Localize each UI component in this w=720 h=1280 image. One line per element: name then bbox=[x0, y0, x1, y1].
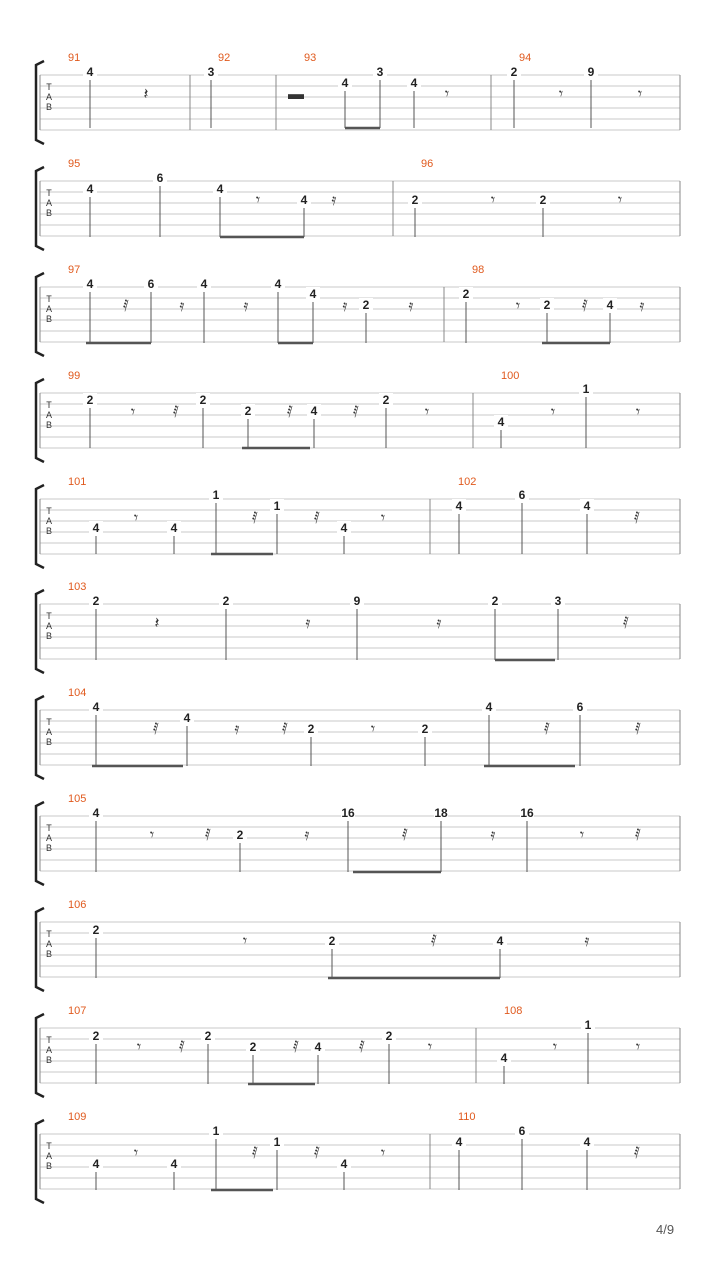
fret-number: 4 bbox=[341, 76, 349, 90]
rest-symbol: 𝅀 bbox=[293, 1039, 299, 1056]
fret-number: 2 bbox=[204, 1029, 212, 1043]
rest-symbol: 𝄿 bbox=[639, 298, 645, 315]
fret-number: 4 bbox=[92, 521, 100, 535]
fret-number: 6 bbox=[147, 277, 155, 291]
measure-number: 106 bbox=[68, 899, 87, 911]
tab-clef-letter: B bbox=[45, 949, 53, 959]
rest-symbol: 𝅀 bbox=[402, 827, 408, 844]
fret-number: 2 bbox=[543, 298, 551, 312]
tab-clef-letter: A bbox=[45, 410, 53, 420]
fret-number: 4 bbox=[410, 76, 418, 90]
fret-number: 2 bbox=[236, 828, 244, 842]
fret-number: 4 bbox=[86, 277, 94, 291]
fret-number: 4 bbox=[583, 1135, 591, 1149]
rest-symbol: 𝄾 bbox=[380, 1145, 386, 1162]
fret-number: 4 bbox=[170, 521, 178, 535]
fret-number: 2 bbox=[222, 594, 230, 608]
tab-clef-letter: B bbox=[45, 1161, 53, 1171]
fret-number: 4 bbox=[497, 415, 505, 429]
fret-number: 6 bbox=[518, 488, 526, 502]
rest-symbol: 𝄽 bbox=[154, 615, 160, 632]
measure-number: 108 bbox=[504, 1005, 523, 1017]
fret-number: 4 bbox=[86, 182, 94, 196]
rest-symbol: 𝅀 bbox=[359, 1039, 365, 1056]
rest-symbol: 𝄾 bbox=[370, 721, 376, 738]
tab-clef-letter: T bbox=[46, 188, 52, 198]
rest-symbol: 𝄿 bbox=[408, 298, 414, 315]
tab-clef-letter: A bbox=[45, 516, 53, 526]
rest-symbol: 𝄿 bbox=[234, 721, 240, 738]
rest-symbol: 𝄾 bbox=[130, 404, 136, 421]
fret-number: 4 bbox=[583, 499, 591, 513]
fret-number: 4 bbox=[340, 1157, 348, 1171]
rest-symbol: 𝄾 bbox=[558, 86, 564, 103]
rest-symbol: 𝅀 bbox=[179, 1039, 185, 1056]
rest-symbol: 𝄿 bbox=[436, 615, 442, 632]
tab-clef-letter: T bbox=[46, 294, 52, 304]
fret-number: 16 bbox=[341, 806, 355, 820]
tab-clef-letter: B bbox=[45, 631, 53, 641]
fret-number: 1 bbox=[212, 488, 220, 502]
measure-number: 91 bbox=[68, 52, 81, 64]
tab-clef-letter: A bbox=[45, 304, 53, 314]
fret-number: 4 bbox=[309, 287, 317, 301]
tab-clef-letter: A bbox=[45, 621, 53, 631]
measure-number: 97 bbox=[68, 264, 81, 276]
rest-symbol: 𝄾 bbox=[579, 827, 585, 844]
rest-symbol: 𝄿 bbox=[179, 298, 185, 315]
tab-clef-letter: B bbox=[45, 102, 53, 112]
fret-number: 1 bbox=[273, 499, 281, 513]
fret-number: 2 bbox=[249, 1040, 257, 1054]
rest-symbol: 𝅀 bbox=[635, 827, 641, 844]
rest-symbol: 𝄿 bbox=[490, 827, 496, 844]
fret-number: 1 bbox=[273, 1135, 281, 1149]
fret-number: 1 bbox=[212, 1124, 220, 1138]
fret-number: 2 bbox=[462, 287, 470, 301]
fret-number: 6 bbox=[518, 1124, 526, 1138]
fret-number: 4 bbox=[485, 700, 493, 714]
rest-symbol: 𝄾 bbox=[552, 1039, 558, 1056]
tab-clef-letter: A bbox=[45, 939, 53, 949]
fret-number: 4 bbox=[274, 277, 282, 291]
tab-clef-letter: B bbox=[45, 737, 53, 747]
fret-number: 2 bbox=[86, 393, 94, 407]
rest-symbol: 𝄾 bbox=[242, 933, 248, 950]
rest-symbol: 𝄾 bbox=[133, 1145, 139, 1162]
measure-number: 92 bbox=[218, 52, 231, 64]
rest-symbol: 𝅀 bbox=[582, 298, 588, 315]
fret-number: 2 bbox=[328, 934, 336, 948]
tab-clef-letter: A bbox=[45, 92, 53, 102]
fret-number: 1 bbox=[582, 382, 590, 396]
measure-number: 101 bbox=[68, 476, 87, 488]
rest-symbol: 𝄾 bbox=[424, 404, 430, 421]
fret-number: 4 bbox=[496, 934, 504, 948]
fret-number: 4 bbox=[606, 298, 614, 312]
tab-clef-letter: B bbox=[45, 843, 53, 853]
rest-symbol: 𝄾 bbox=[133, 510, 139, 527]
fret-number: 4 bbox=[300, 193, 308, 207]
fret-number: 4 bbox=[170, 1157, 178, 1171]
tab-clef-letter: T bbox=[46, 717, 52, 727]
fret-number: 4 bbox=[92, 700, 100, 714]
fret-number: 2 bbox=[307, 722, 315, 736]
fret-number: 16 bbox=[520, 806, 534, 820]
rest-symbol: 𝅀 bbox=[282, 721, 288, 738]
rest-symbol: 𝅀 bbox=[431, 933, 437, 950]
fret-number: 3 bbox=[207, 65, 215, 79]
rest-symbol: 𝄿 bbox=[243, 298, 249, 315]
fret-number: 4 bbox=[183, 711, 191, 725]
rest-symbol: 𝅀 bbox=[314, 1145, 320, 1162]
rest-symbol: ▬ bbox=[288, 86, 304, 103]
measure-number: 110 bbox=[458, 1111, 476, 1123]
rest-symbol: 𝅀 bbox=[252, 1145, 258, 1162]
rest-symbol: 𝅀 bbox=[123, 298, 129, 315]
rest-symbol: 𝄾 bbox=[635, 1039, 641, 1056]
tab-clef-letter: B bbox=[45, 1055, 53, 1065]
rest-symbol: 𝄾 bbox=[635, 404, 641, 421]
fret-number: 2 bbox=[362, 298, 370, 312]
tab-clef-letter: T bbox=[46, 823, 52, 833]
measure-number: 105 bbox=[68, 793, 87, 805]
rest-symbol: 𝅀 bbox=[623, 615, 629, 632]
rest-symbol: 𝄾 bbox=[550, 404, 556, 421]
fret-number: 1 bbox=[584, 1018, 592, 1032]
measure-number: 94 bbox=[519, 52, 532, 64]
measure-number: 104 bbox=[68, 687, 87, 699]
tab-clef-letter: B bbox=[45, 208, 53, 218]
measure-number: 95 bbox=[68, 158, 81, 170]
rest-symbol: 𝅀 bbox=[353, 404, 359, 421]
tab-clef-letter: A bbox=[45, 198, 53, 208]
rest-symbol: 𝄿 bbox=[305, 615, 311, 632]
rest-symbol: 𝄿 bbox=[304, 827, 310, 844]
rest-symbol: 𝅀 bbox=[252, 510, 258, 527]
fret-number: 2 bbox=[382, 393, 390, 407]
fret-number: 9 bbox=[353, 594, 361, 608]
tab-clef-letter: T bbox=[46, 82, 52, 92]
fret-number: 4 bbox=[455, 499, 463, 513]
rest-symbol: 𝅀 bbox=[287, 404, 293, 421]
rest-symbol: 𝄾 bbox=[617, 192, 623, 209]
rest-symbol: 𝅀 bbox=[635, 721, 641, 738]
tab-clef-letter: A bbox=[45, 1045, 53, 1055]
tab-clef-letter: T bbox=[46, 1035, 52, 1045]
fret-number: 2 bbox=[510, 65, 518, 79]
measure-number: 98 bbox=[472, 264, 485, 276]
tab-clef-letter: T bbox=[46, 506, 52, 516]
fret-number: 2 bbox=[92, 923, 100, 937]
tab-clef-letter: A bbox=[45, 1151, 53, 1161]
fret-number: 2 bbox=[385, 1029, 393, 1043]
fret-number: 4 bbox=[92, 806, 100, 820]
rest-symbol: 𝄿 bbox=[342, 298, 348, 315]
fret-number: 6 bbox=[156, 171, 164, 185]
tab-clef-letter: T bbox=[46, 611, 52, 621]
tab-clef-letter: B bbox=[45, 420, 53, 430]
rest-symbol: 𝅀 bbox=[634, 510, 640, 527]
fret-number: 3 bbox=[554, 594, 562, 608]
fret-number: 4 bbox=[200, 277, 208, 291]
rest-symbol: 𝅀 bbox=[153, 721, 159, 738]
measure-number: 96 bbox=[421, 158, 434, 170]
tab-clef-letter: B bbox=[45, 526, 53, 536]
fret-number: 2 bbox=[539, 193, 547, 207]
page-number: 4/9 bbox=[656, 1222, 675, 1237]
fret-number: 2 bbox=[244, 404, 252, 418]
fret-number: 3 bbox=[376, 65, 384, 79]
fret-number: 4 bbox=[86, 65, 94, 79]
fret-number: 2 bbox=[491, 594, 499, 608]
fret-number: 4 bbox=[340, 521, 348, 535]
measure-number: 107 bbox=[68, 1005, 87, 1017]
rest-symbol: 𝄾 bbox=[136, 1039, 142, 1056]
measure-number: 93 bbox=[304, 52, 317, 64]
rest-symbol: 𝄾 bbox=[149, 827, 155, 844]
tab-clef-letter: T bbox=[46, 929, 52, 939]
rest-symbol: 𝄾 bbox=[490, 192, 496, 209]
tab-clef-letter: A bbox=[45, 727, 53, 737]
fret-number: 2 bbox=[92, 1029, 100, 1043]
rest-symbol: 𝄾 bbox=[515, 298, 521, 315]
rest-symbol: 𝄽 bbox=[143, 86, 149, 103]
fret-number: 4 bbox=[216, 182, 224, 196]
tab-clef-letter: T bbox=[46, 400, 52, 410]
fret-number: 4 bbox=[455, 1135, 463, 1149]
fret-number: 2 bbox=[199, 393, 207, 407]
tab-clef-letter: T bbox=[46, 1141, 52, 1151]
measure-number: 109 bbox=[68, 1111, 87, 1123]
fret-number: 4 bbox=[314, 1040, 322, 1054]
fret-number: 9 bbox=[587, 65, 595, 79]
fret-number: 2 bbox=[411, 193, 419, 207]
rest-symbol: 𝄾 bbox=[637, 86, 643, 103]
rest-symbol: 𝄾 bbox=[444, 86, 450, 103]
rest-symbol: 𝅀 bbox=[314, 510, 320, 527]
fret-number: 4 bbox=[500, 1051, 508, 1065]
measure-number: 102 bbox=[458, 476, 477, 488]
tab-clef-letter: B bbox=[45, 314, 53, 324]
measure-number: 99 bbox=[68, 370, 81, 382]
fret-number: 4 bbox=[92, 1157, 100, 1171]
fret-number: 2 bbox=[421, 722, 429, 736]
fret-number: 6 bbox=[576, 700, 584, 714]
rest-symbol: 𝄾 bbox=[255, 192, 261, 209]
rest-symbol: 𝄾 bbox=[380, 510, 386, 527]
rest-symbol: 𝄿 bbox=[584, 933, 590, 950]
rest-symbol: 𝄾 bbox=[427, 1039, 433, 1056]
rest-symbol: 𝅀 bbox=[205, 827, 211, 844]
rest-symbol: 𝅀 bbox=[173, 404, 179, 421]
fret-number: 2 bbox=[92, 594, 100, 608]
rest-symbol: 𝅀 bbox=[544, 721, 550, 738]
tab-clef-letter: A bbox=[45, 833, 53, 843]
measure-number: 103 bbox=[68, 581, 87, 593]
fret-number: 18 bbox=[434, 806, 448, 820]
measure-number: 100 bbox=[501, 370, 520, 382]
rest-symbol: 𝄿 bbox=[331, 192, 337, 209]
fret-number: 4 bbox=[310, 404, 318, 418]
rest-symbol: 𝅀 bbox=[634, 1145, 640, 1162]
